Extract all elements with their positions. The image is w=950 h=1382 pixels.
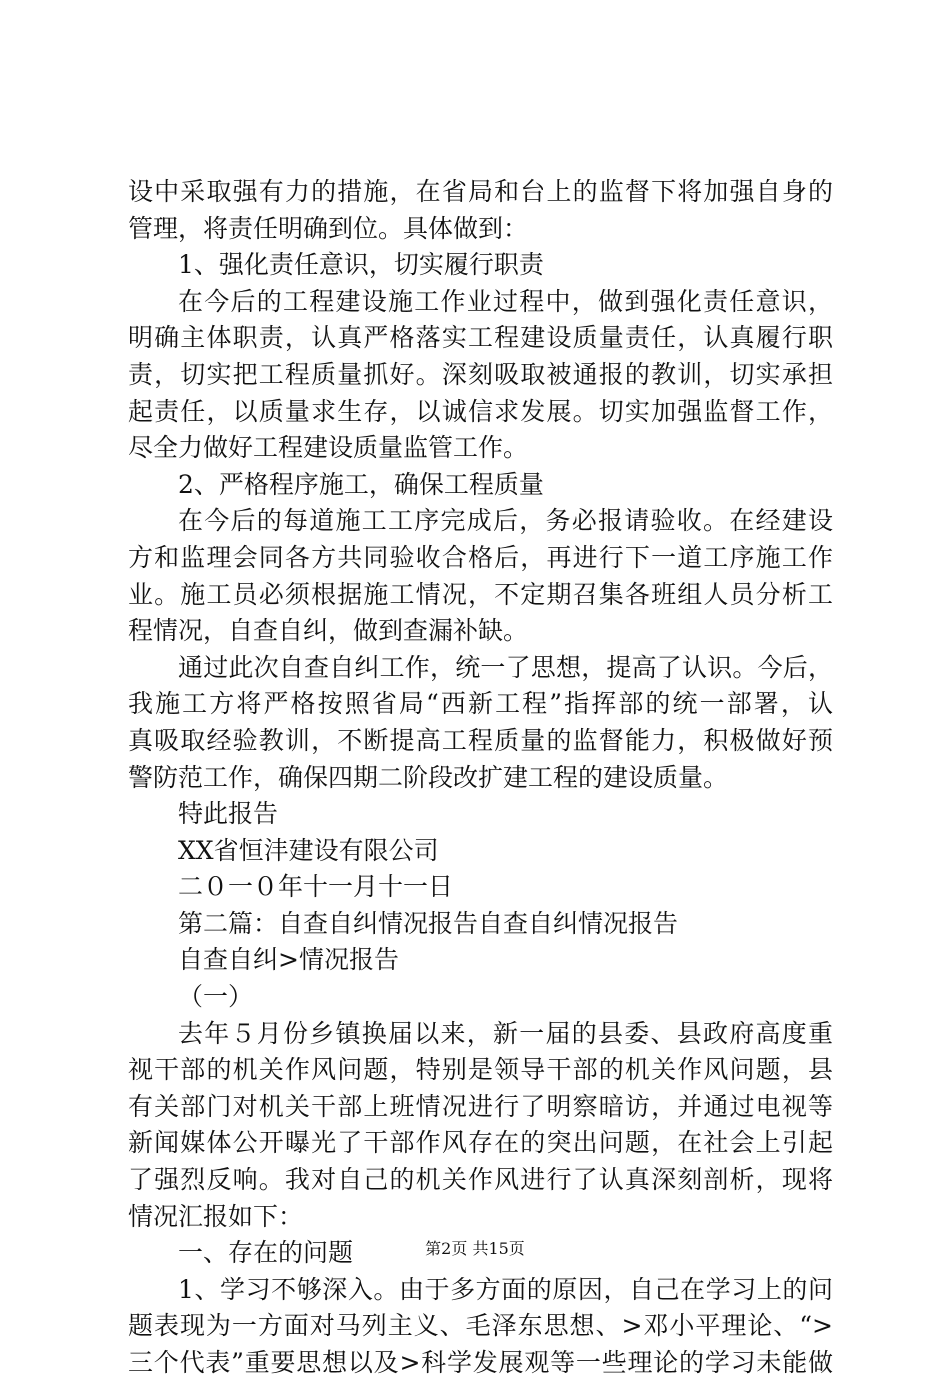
text-line: 真吸取经验教训，不断提高工程质量的监督能力，积极做好预 xyxy=(128,725,833,755)
text-line: 尽全力做好工程建设质量监管工作。 xyxy=(128,433,529,463)
text-line: （一） xyxy=(178,982,254,1012)
text-line: 警防范工作，确保四期二阶段改扩建工程的建设质量。 xyxy=(128,762,729,792)
text-line: 有关部门对机关干部上班情况进行了明察暗访，并通过电视等 xyxy=(128,1091,833,1121)
text-line: XX省恒沣建设有限公司 xyxy=(178,835,439,865)
text-line: 设中采取强有力的措施，在省局和台上的监督下将加强自身的 xyxy=(128,177,833,206)
text-line: 三个代表”重要思想以及>科学发展观等一些理论的学习未能做 xyxy=(128,1348,833,1377)
text-line: 方和监理会同各方共同验收合格后，再进行下一道工序施工作 xyxy=(128,542,833,572)
document-body xyxy=(128,174,833,1382)
text-line: 责，切实把工程质量抓好。深刻吸取被通报的教训，切实承担 xyxy=(128,359,833,389)
text-line: 管理，将责任明确到位。具体做到： xyxy=(128,213,529,243)
text-line: 程情况，自查自纠，做到查漏补缺。 xyxy=(128,616,529,646)
text-line: 视干部的机关作风问题，特别是领导干部的机关作风问题，县 xyxy=(128,1055,833,1085)
text-line: 明确主体职责，认真严格落实工程建设质量责任，认真履行职 xyxy=(128,323,833,353)
text-line: 特此报告 xyxy=(178,799,279,829)
text-line: 情况汇报如下： xyxy=(128,1201,304,1231)
text-line: 业。施工员必须根据施工情况，不定期召集各班组人员分析工 xyxy=(128,579,833,609)
page-footer: 第2页 共15页 xyxy=(425,1239,525,1258)
text-line: 去年５月份乡镇换届以来，新一届的县委、县政府高度重 xyxy=(178,1018,833,1048)
text-line: 在今后的工程建设施工作业过程中，做到强化责任意识， xyxy=(178,286,833,316)
text-line: 1、强化责任意识，切实履行职责 xyxy=(178,250,544,280)
text-line: 了强烈反响。我对自己的机关作风进行了认真深刻剖析，现将 xyxy=(128,1165,833,1195)
text-line: 题表现为一方面对马列主义、毛泽东思想、>邓小平理论、“> xyxy=(128,1311,833,1341)
text-line: 自查自纠>情况报告 xyxy=(178,945,399,975)
text-line: 一、存在的问题 xyxy=(178,1238,354,1268)
text-line: 1、学习不够深入。由于多方面的原因，自己在学习上的问 xyxy=(178,1274,833,1304)
text-line: 新闻媒体公开曝光了干部作风存在的突出问题，在社会上引起 xyxy=(128,1128,833,1158)
text-line: 起责任，以质量求生存，以诚信求发展。切实加强监督工作， xyxy=(128,396,833,426)
text-line: 二０一０年十一月十一日 xyxy=(178,872,454,902)
text-line: 在今后的每道施工工序完成后，务必报请验收。在经建设 xyxy=(178,506,833,536)
text-line: 第二篇：自查自纠情况报告自查自纠情况报告 xyxy=(178,908,679,938)
text-line: 通过此次自查自纠工作，统一了思想，提高了认识。今后， xyxy=(178,652,833,682)
text-line: 我施工方将严格按照省局“西新工程”指挥部的统一部署，认 xyxy=(128,689,833,719)
text-line: 2、严格程序施工，确保工程质量 xyxy=(178,469,544,499)
